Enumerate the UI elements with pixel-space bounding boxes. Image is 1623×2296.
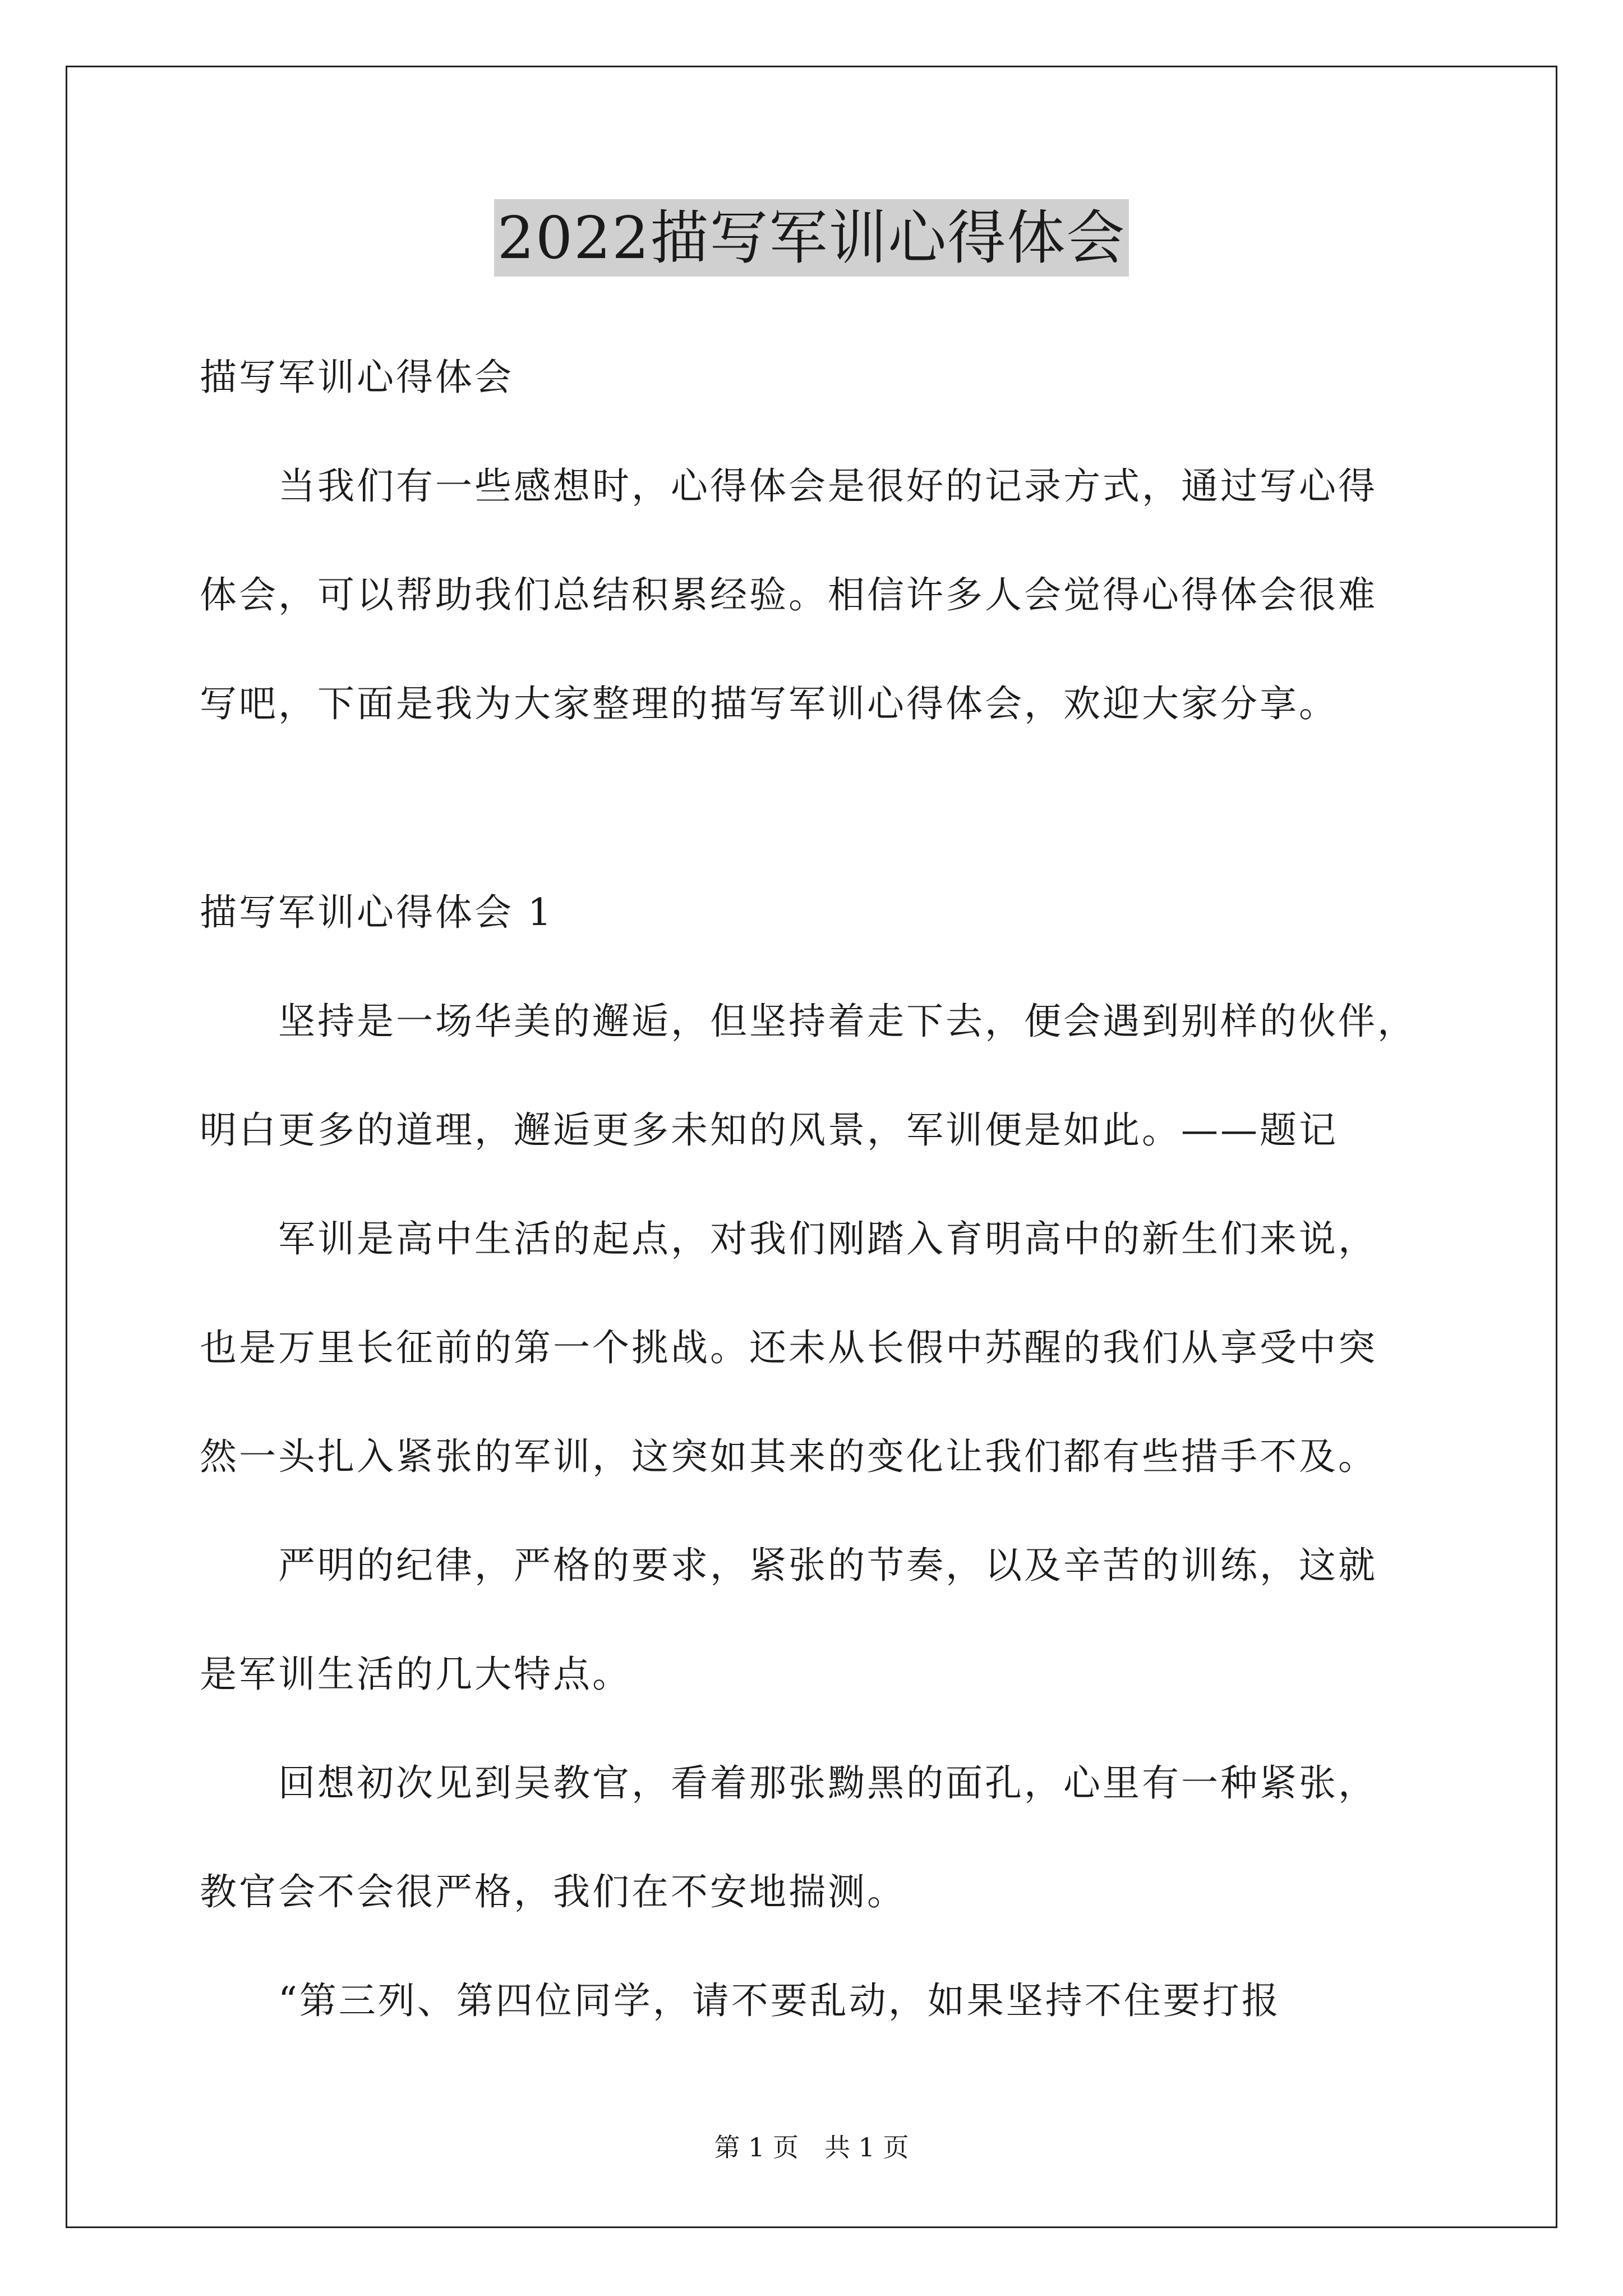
text-line: 回想初次见到吴教官，看着那张黝黑的面孔，心里有一种紧张， <box>200 1761 1377 1805</box>
title-container <box>0 199 1623 277</box>
text-line: “第三列、第四位同学，请不要乱动，如果坚持不住要打报 <box>200 1979 1281 2022</box>
section-heading: 描写军训心得体会 1 <box>200 891 554 934</box>
text-line: 也是万里长征前的第一个挑战。还未从长假中苏醒的我们从享受中突 <box>200 1326 1377 1369</box>
text-line: 然一头扎入紧张的军训，这突如其来的变化让我们都有些措手不及。 <box>200 1435 1377 1478</box>
text-line: 坚持是一场华美的邂逅，但坚持着走下去，便会遇到别样的伙伴， <box>200 1000 1417 1043</box>
text-line: 严明的纪律，严格的要求，紧张的节奏，以及辛苦的训练，这就 <box>200 1544 1377 1587</box>
text-line: 体会，可以帮助我们总结积累经验。相信许多人会觉得心得体会很难 <box>200 573 1377 616</box>
text-line: 军训是高中生活的起点，对我们刚踏入育明高中的新生们来说， <box>200 1217 1377 1260</box>
text-line: 是军训生活的几大特点。 <box>200 1653 631 1696</box>
text-line: 教官会不会很严格，我们在不安地揣测。 <box>200 1870 906 1913</box>
text-line: 当我们有一些感想时，心得体会是很好的记录方式，通过写心得 <box>200 464 1377 508</box>
page-footer: 第 1 页 共 1 页 <box>714 2132 909 2162</box>
document-title: 2022描写军训心得体会 <box>494 199 1129 277</box>
text-line: 写吧，下面是我为大家整理的描写军训心得体会，欢迎大家分享。 <box>200 682 1338 725</box>
subtitle: 描写军训心得体会 <box>200 356 514 399</box>
text-line: 明白更多的道理，邂逅更多未知的风景，军训便是如此。——题记 <box>200 1108 1338 1152</box>
